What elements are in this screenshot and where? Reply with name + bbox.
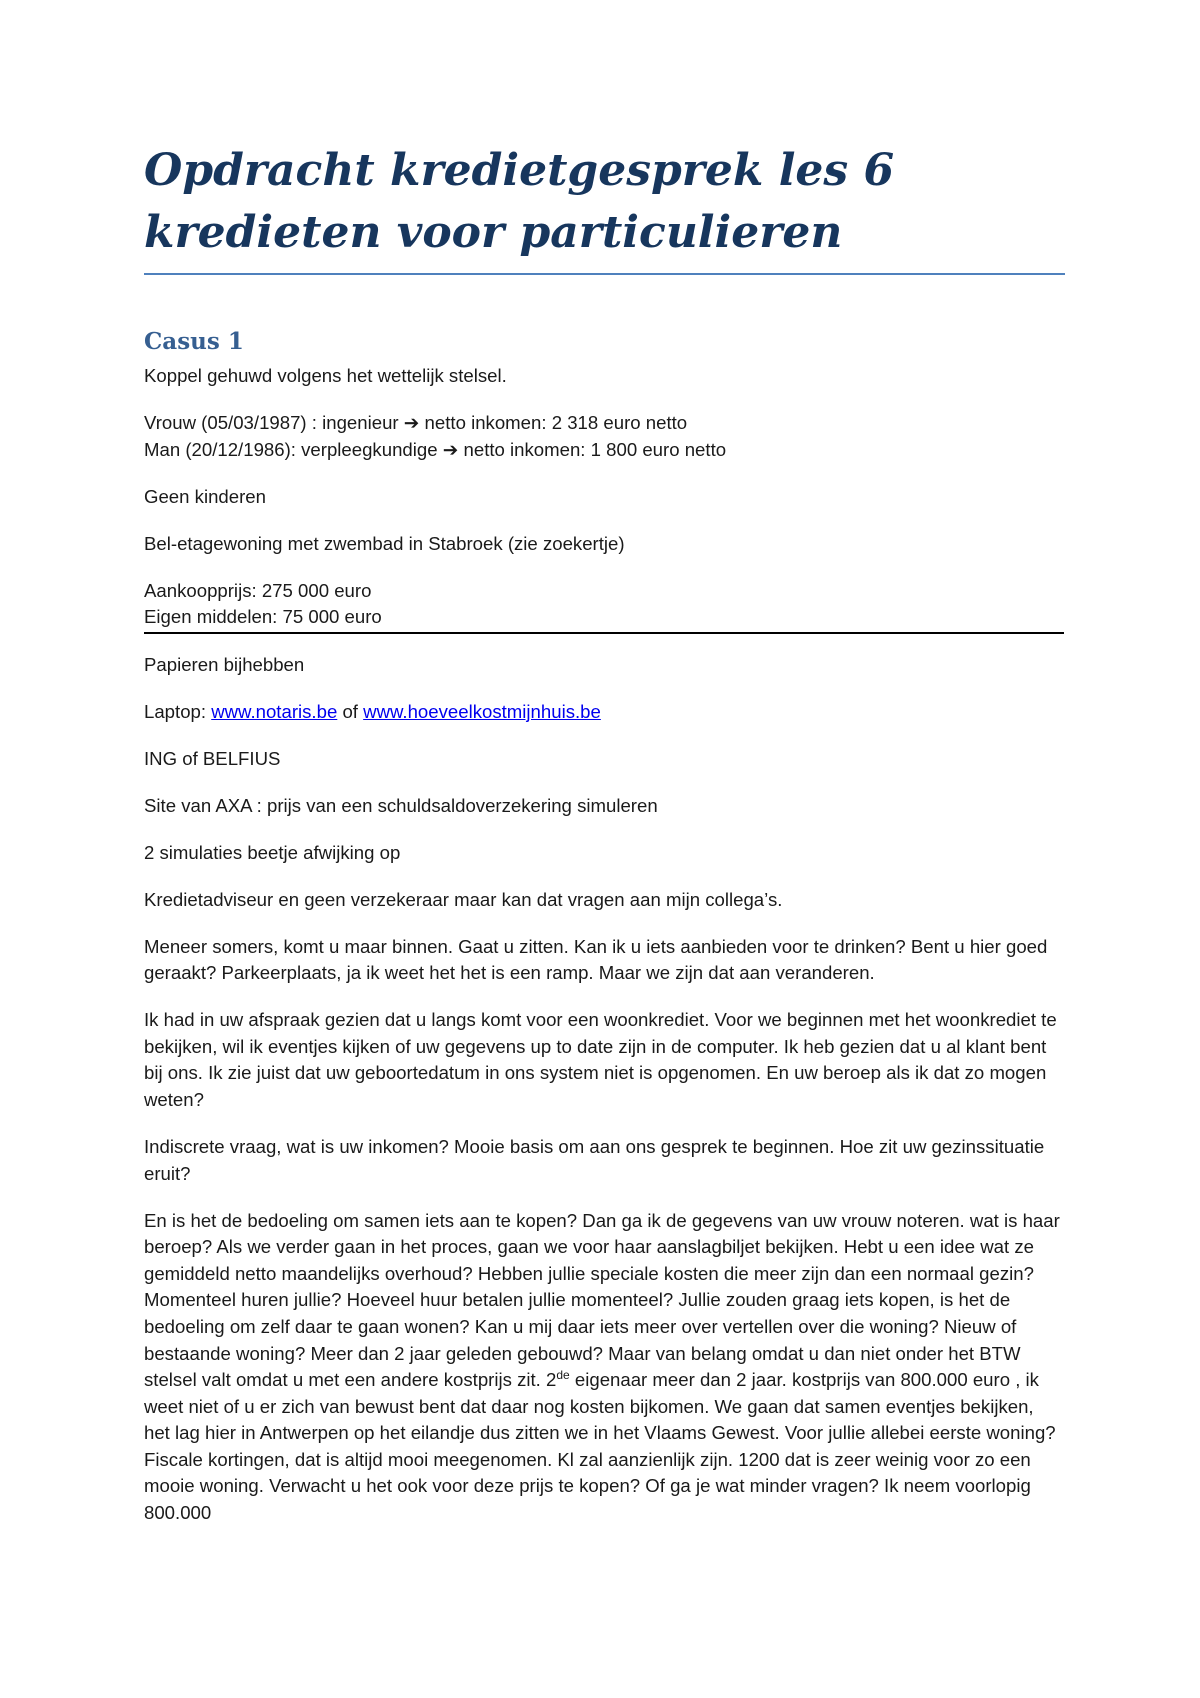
notaris-link[interactable]: www.notaris.be	[211, 700, 338, 722]
intro-line: Koppel gehuwd volgens het wettelijk stelsel.	[144, 365, 507, 386]
man-line	[144, 437, 1064, 464]
paragraph-bedoeling-part2: eigenaar meer dan 2 jaar. kostprijs van 800.000 euro , ik weet niet of u er zich van bewust bent dat daar nog kosten bijkomen. We gaan dat samen eventjes bekijken, het lag hier in Antwerpen op het eilandje dus zitten we in het Vlaams Gewest. Voor jullie allebei eerste woning? Fiscale kortingen, dat is altijd mooi meegenomen. Kl zal aanzienlijk zijn. 1200 dat is zeer weinig voor zo een mooie woning. Verwacht u het ook voor deze prijs te kopen? Of ga je wat minder vragen? Ik neem voorlopig 800.000	[144, 1369, 1056, 1524]
papieren-line: Papieren bijhebben	[144, 653, 305, 675]
paragraph-afspraak: Ik had in uw afspraak gezien dat u langs komt voor een woonkrediet. Voor we beginnen met het woonkrediet te bekijken, wil ik eventjes kijken of uw gegevens up to date zijn in de computer. Ik heb gezien dat u al klant bent bij ons. Ik zie juist dat uw geboortedatum in ons system niet is opgenomen. En uw beroep als ik dat zo mogen weten?	[144, 1009, 1057, 1110]
laptop-middle: of	[337, 700, 364, 722]
vrouw-suffix: netto inkomen: 2 318 euro netto	[419, 411, 688, 433]
hoeveelkostmijnhuis-link[interactable]: www.hoeveelkostmijnhuis.be	[363, 700, 601, 722]
vrouw-prefix: Vrouw (05/03/1987) : ingenieur	[144, 411, 399, 433]
man-suffix: netto inkomen: 1 800 euro netto	[458, 438, 727, 460]
man-prefix: Man (20/12/1986): verpleegkundige	[144, 438, 438, 460]
paragraph-indiscrete: Indiscrete vraag, wat is uw inkomen? Mooie basis om aan ons gesprek te beginnen. Hoe zit uw gezinssituatie eruit?	[144, 1135, 1045, 1184]
woning-line: Bel-etagewoning met zwembad in Stabroek (zie zoekertje)	[144, 532, 625, 554]
paragraph-meneer: Meneer somers, komt u maar binnen. Gaat u zitten. Kan ik u iets aanbieden voor te drinken? Bent u hier goed geraakt? Parkeerplaats, ja ik weet het het is een ramp. Maar we zijn dat aan veranderen.	[144, 935, 1048, 984]
arrow-icon: ➔	[442, 438, 459, 460]
banken-line: ING of BELFIUS	[144, 747, 281, 769]
financial-summary	[144, 578, 1064, 634]
document-body	[144, 363, 1064, 1547]
simulaties-line: 2 simulaties beetje afwijking op	[144, 841, 401, 863]
paragraph-bedoeling	[144, 1208, 1064, 1527]
laptop-prefix: Laptop:	[144, 700, 212, 722]
vrouw-line	[144, 410, 1064, 437]
aankoopprijs-line: Aankoopprijs: 275 000 euro	[144, 579, 372, 601]
superscript-de: de	[556, 1368, 570, 1383]
eigen-middelen-line: Eigen middelen: 75 000 euro	[144, 606, 382, 628]
paragraph-bedoeling-part1: En is het de bedoeling om samen iets aan te kopen? Dan ga ik de gegevens van uw vrouw noteren. wat is haar beroep? Als we verder gaan in het proces, gaan we voor haar aanslagbiljet bekijken. Hebt u een idee wat ze gemiddeld netto maandelijks overhoud? Hebben jullie speciale kosten die meer zijn dan een normaal gezin? Momenteel huren jullie? Hoeveel huur betalen jullie momenteel? Jullie zouden graag iets kopen, is het de bedoeling om zelf daar te gaan wonen? Kan u mij daar iets meer over vertellen over die woning? Nieuw of bestaande woning? Meer dan 2 jaar geleden gebouwd? Maar van belang omdat u dan niet onder het BTW stelsel valt omdat u met een andere kostprijs zit. 2	[144, 1209, 1060, 1391]
axa-line: Site van AXA : prijs van een schuldsaldoverzekering simuleren	[144, 794, 658, 816]
arrow-icon: ➔	[403, 411, 420, 433]
laptop-line	[144, 699, 1064, 726]
title-underline	[144, 273, 1065, 275]
kredietadviseur-line: Kredietadviseur en geen verzekeraar maar kan dat vragen aan mijn collega’s.	[144, 888, 783, 910]
casus-heading: Casus 1	[144, 328, 244, 355]
kinderen-line: Geen kinderen	[144, 485, 266, 507]
document-title: Opdracht kredietgesprek les 6 kredieten voor particulieren	[144, 145, 895, 258]
